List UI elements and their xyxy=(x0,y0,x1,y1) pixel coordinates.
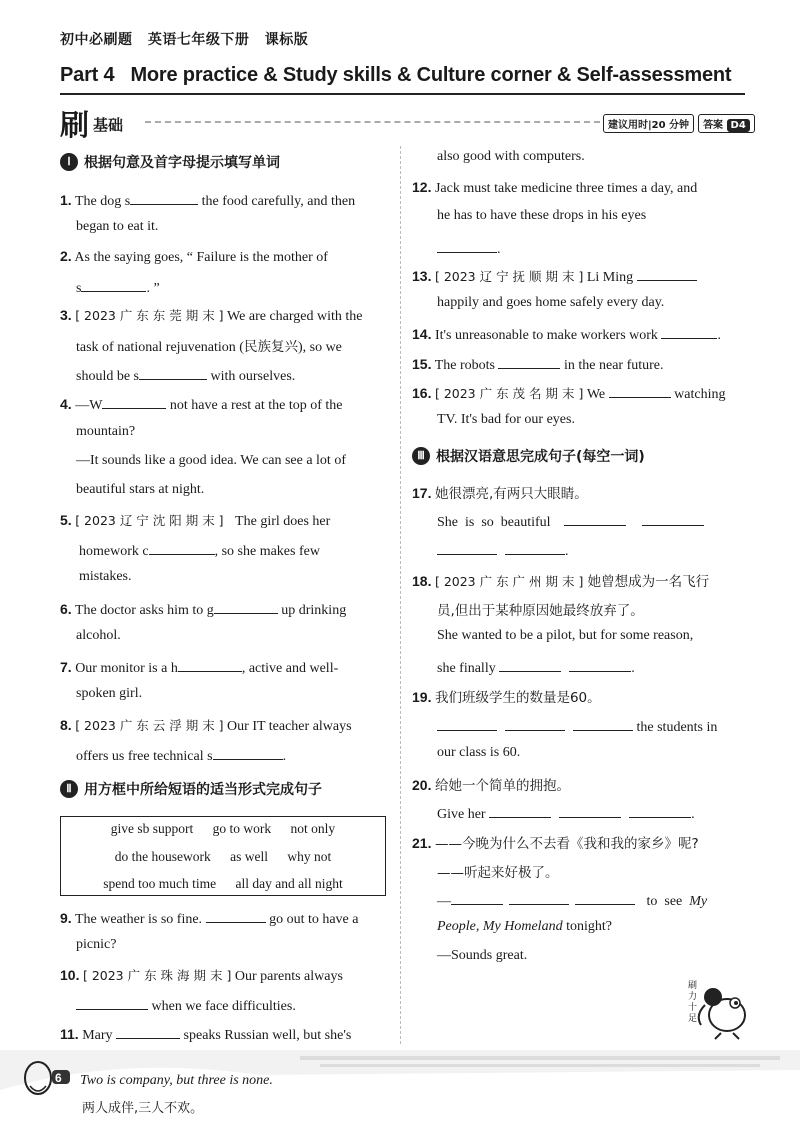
answer-blank[interactable] xyxy=(564,511,626,526)
question-17-cont2 xyxy=(437,540,569,560)
question-text: task of national rejuvenation ( xyxy=(76,340,244,355)
question-21-zh2 xyxy=(437,861,559,882)
question-text: The weather is so fine. xyxy=(74,912,206,927)
question-3-cont xyxy=(76,335,342,356)
question-11 xyxy=(60,1024,351,1044)
question-text: We xyxy=(583,387,609,402)
question-text: , so she makes few xyxy=(214,544,320,559)
question-20 xyxy=(412,774,570,795)
question-text: she finally xyxy=(437,661,500,676)
question-text: up drinking xyxy=(277,603,347,618)
section-title: 根据汉语意思完成句子(每空一词) xyxy=(436,449,645,465)
question-text: Mary xyxy=(82,1028,117,1043)
answer-blank[interactable] xyxy=(573,716,633,731)
question-text: should be s xyxy=(76,369,139,384)
source-tag: [ 2023 辽 宁 抚 顺 期 末 ] xyxy=(434,269,584,284)
page-number: 6 xyxy=(55,1071,62,1085)
section-1-heading xyxy=(60,152,280,172)
answer-blank[interactable] xyxy=(130,190,198,205)
answer-blank[interactable] xyxy=(661,324,717,339)
question-number: 17. xyxy=(412,485,432,501)
question-4-cont: mountain? xyxy=(76,424,136,439)
phrase-item: spend too much time xyxy=(103,876,217,891)
question-text: speaks Russian well, but she's xyxy=(180,1028,352,1043)
answer-blank[interactable] xyxy=(206,908,266,923)
question-text: with ourselves. xyxy=(207,369,296,384)
question-8 xyxy=(60,716,352,735)
question-5 xyxy=(60,511,330,530)
question-number: 12. xyxy=(412,179,432,195)
question-text: — xyxy=(437,894,451,909)
question-11-cont: also good with computers. xyxy=(437,149,585,164)
question-13 xyxy=(412,266,697,286)
header-book: 初中必刷题 xyxy=(60,32,133,48)
question-number: 15. xyxy=(412,356,432,372)
question-number: 16. xyxy=(412,385,432,401)
basic-label: 基础 xyxy=(93,116,124,134)
question-19-cont2: our class is 60. xyxy=(437,745,521,760)
question-7 xyxy=(60,657,338,677)
question-text: when we face difficulties. xyxy=(148,999,296,1014)
answer-blank[interactable] xyxy=(213,745,283,760)
answer-blank[interactable] xyxy=(489,803,551,818)
question-text: 我们班级学生的数量是60。 xyxy=(434,690,601,706)
question-number: 6. xyxy=(60,601,72,617)
question-number: 21. xyxy=(412,835,432,851)
header-edition: 课标版 xyxy=(264,32,309,48)
question-text: go out to have a xyxy=(265,912,359,927)
question-6 xyxy=(60,599,346,619)
question-text: As the saying goes, “ Failure is the mother of xyxy=(74,250,328,265)
question-21 xyxy=(412,832,699,853)
proverb-english: Two is company, but three is none. xyxy=(80,1073,273,1088)
question-3 xyxy=(60,306,363,325)
answer-blank[interactable] xyxy=(509,890,569,905)
question-19 xyxy=(412,686,601,707)
question-6-cont: alcohol. xyxy=(76,628,121,643)
question-text: . ” xyxy=(146,281,160,296)
answer-label: 答案 xyxy=(703,120,724,131)
question-number: 5. xyxy=(60,512,72,528)
answer-blank[interactable] xyxy=(642,511,704,526)
question-text: s xyxy=(76,281,82,296)
question-text: 她很漂亮,有两只大眼睛。 xyxy=(434,486,588,502)
question-number: 2. xyxy=(60,248,72,264)
question-text: ——今晚为什么不去看《我和我的家乡》呢? xyxy=(434,836,699,852)
question-text: She is so beautiful xyxy=(437,515,555,530)
answer-blank[interactable] xyxy=(499,657,561,672)
question-4 xyxy=(60,394,343,414)
question-text: The robots xyxy=(434,358,499,373)
question-18-cont xyxy=(437,599,644,620)
question-text: The dog s xyxy=(74,194,131,209)
question-text: 民族复兴 xyxy=(243,339,298,355)
source-tag: [ 2023 广 东 珠 海 期 末 ] xyxy=(82,968,232,983)
part-title: Part 4 More practice & Study skills & Culture corner & Self-assessment xyxy=(60,64,732,86)
question-text: Our IT teacher always xyxy=(223,719,352,734)
question-number: 3. xyxy=(60,307,72,323)
question-number: 19. xyxy=(412,689,432,705)
question-13-cont: happily and goes home safely every day. xyxy=(437,295,665,310)
question-number: 4. xyxy=(60,396,72,412)
question-text: 给她一个简单的拥抱。 xyxy=(434,778,570,794)
question-18-cont2: She wanted to be a pilot, but for some reason, xyxy=(437,628,694,643)
question-number: 8. xyxy=(60,717,72,733)
question-text: The girl does her xyxy=(235,514,331,529)
question-text: My xyxy=(689,894,708,909)
answer-blank[interactable] xyxy=(637,266,697,281)
question-number: 7. xyxy=(60,659,72,675)
question-text: Our parents always xyxy=(231,969,343,984)
answer-pill xyxy=(698,114,755,133)
question-10 xyxy=(60,966,343,985)
phrase-row xyxy=(61,876,385,892)
phrase-item: give sb support xyxy=(110,821,194,836)
proverb-chinese: 两人成伴,三人不欢。 xyxy=(82,1101,204,1116)
question-1-cont: began to eat it. xyxy=(76,219,159,234)
question-text: offers us free technical s xyxy=(76,749,213,764)
question-text: to see xyxy=(643,894,690,909)
question-15 xyxy=(412,354,664,374)
section-title: 根据句意及首字母提示填写单词 xyxy=(84,155,280,171)
question-10-cont xyxy=(76,995,296,1015)
question-1 xyxy=(60,190,355,210)
answer-blank[interactable] xyxy=(81,277,146,292)
question-number: 10. xyxy=(60,967,80,983)
phrase-item: go to work xyxy=(212,821,272,836)
question-17 xyxy=(412,482,588,503)
question-text: homework c xyxy=(79,544,149,559)
question-text: . xyxy=(497,242,501,257)
banner-rule xyxy=(145,121,600,124)
answer-blank[interactable] xyxy=(102,394,166,409)
phrase-row xyxy=(61,849,385,865)
question-text: . xyxy=(565,544,569,559)
question-text: not have a rest at the top of the xyxy=(166,398,343,413)
question-21-reply: —Sounds great. xyxy=(437,948,528,963)
phrase-item: not only xyxy=(290,821,336,836)
phrase-item: why not xyxy=(287,849,332,864)
time-pill: 建议用时|20 分钟 xyxy=(603,114,694,133)
question-18 xyxy=(412,570,709,591)
question-14 xyxy=(412,324,721,344)
phrase-item: do the housework xyxy=(114,849,211,864)
answer-blank[interactable] xyxy=(214,599,278,614)
phrase-item: as well xyxy=(230,849,268,864)
answer-blank[interactable] xyxy=(437,238,497,253)
question-text: tonight? xyxy=(562,919,612,934)
answer-blank[interactable] xyxy=(437,540,497,555)
answer-blank[interactable] xyxy=(178,657,242,672)
question-text: The doctor asks him to g xyxy=(74,603,214,618)
question-text: the students in xyxy=(633,720,718,735)
answer-blank[interactable] xyxy=(505,540,565,555)
question-5-cont xyxy=(79,540,320,560)
question-number: 18. xyxy=(412,573,432,589)
time-value: 20 分钟 xyxy=(651,120,690,131)
shua-badge: 刷 xyxy=(60,108,90,142)
source-tag: [ 2023 广 东 东 莞 期 末 ] xyxy=(75,308,224,323)
source-tag: [ 2023 辽 宁 沈 阳 期 末 ] xyxy=(75,513,224,528)
question-text: , active and well- xyxy=(241,661,339,676)
question-text: Our monitor is a h xyxy=(75,661,178,676)
header-subject: 英语七年级下册 xyxy=(147,32,250,48)
question-17-cont xyxy=(437,511,704,531)
question-2-cont xyxy=(76,277,160,297)
question-20-cont xyxy=(437,803,695,823)
source-tag: [ 2023 广 东 茂 名 期 末 ] xyxy=(434,386,584,401)
question-12-cont: he has to have these drops in his eyes xyxy=(437,208,647,223)
roman-icon: Ⅱ xyxy=(60,780,78,798)
question-3-cont2 xyxy=(76,365,295,385)
section-title: 用方框中所给短语的适当形式完成句子 xyxy=(84,782,322,798)
answer-blank[interactable] xyxy=(437,716,497,731)
phrase-row xyxy=(61,821,385,837)
section-2-heading xyxy=(60,779,322,799)
question-21-cont xyxy=(437,890,707,910)
question-text: People, My Homeland xyxy=(437,919,563,934)
roman-icon: Ⅲ xyxy=(412,447,430,465)
column-divider xyxy=(400,146,401,1044)
answer-blank[interactable] xyxy=(149,540,215,555)
answer-blank[interactable] xyxy=(505,716,565,731)
title-rule xyxy=(60,93,745,95)
running-header xyxy=(60,29,318,49)
question-text: . xyxy=(691,807,695,822)
question-4-reply: —It sounds like a good idea. We can see a lot of xyxy=(76,453,346,468)
question-9 xyxy=(60,908,358,928)
time-box xyxy=(603,114,755,133)
question-text: We are charged with the xyxy=(223,309,363,324)
question-text: in the near future. xyxy=(560,358,664,373)
answer-blank[interactable] xyxy=(76,995,148,1010)
question-5-cont2: mistakes. xyxy=(79,569,132,584)
question-text: It's unreasonable to make workers work xyxy=(434,328,662,343)
question-number: 13. xyxy=(412,268,432,284)
question-16 xyxy=(412,383,725,403)
question-text: watching xyxy=(670,387,726,402)
question-16-cont: TV. It's bad for our eyes. xyxy=(437,412,575,427)
question-2 xyxy=(60,248,328,266)
answer-blank[interactable] xyxy=(139,365,207,380)
question-12-cont2 xyxy=(437,238,501,258)
answer-blank[interactable] xyxy=(498,354,560,369)
question-number: 9. xyxy=(60,910,72,926)
question-text: 员,但出于某种原因她最终放弃了。 xyxy=(437,603,644,619)
question-text: the food carefully, and then xyxy=(198,194,356,209)
question-number: 1. xyxy=(60,192,72,208)
question-19-cont xyxy=(437,716,717,736)
answer-page: D4 xyxy=(727,119,750,132)
question-text: Li Ming xyxy=(583,270,637,285)
answer-blank[interactable] xyxy=(575,890,635,905)
source-tag: [ 2023 广 东 广 州 期 末 ] xyxy=(434,574,584,589)
question-text: Jack must take medicine three times a day, and xyxy=(434,181,698,196)
phrase-item: all day and all night xyxy=(235,876,343,891)
answer-blank[interactable] xyxy=(116,1024,180,1039)
roman-icon: Ⅰ xyxy=(60,153,78,171)
question-text: . xyxy=(282,749,287,764)
question-number: 14. xyxy=(412,326,432,342)
answer-blank[interactable] xyxy=(569,657,631,672)
answer-blank[interactable] xyxy=(451,890,503,905)
phrase-box xyxy=(60,816,386,896)
question-4-reply-cont: beautiful stars at night. xyxy=(76,482,205,497)
question-text: —W xyxy=(75,398,103,413)
source-tag: [ 2023 广 东 云 浮 期 末 ] xyxy=(75,718,224,733)
answer-blank[interactable] xyxy=(559,803,621,818)
question-number: 20. xyxy=(412,777,432,793)
question-text: 她曾想成为一名飞行 xyxy=(583,574,710,590)
mascot-caption: 刷力十足 xyxy=(688,981,698,1024)
question-7-cont: spoken girl. xyxy=(76,686,143,701)
question-text: ——听起来好极了。 xyxy=(437,865,559,881)
question-21-cont2 xyxy=(437,919,612,935)
answer-blank[interactable] xyxy=(609,383,671,398)
question-12 xyxy=(412,179,697,197)
question-8-cont xyxy=(76,745,286,765)
section-3-heading xyxy=(412,446,645,466)
question-text: ), so we xyxy=(297,340,342,355)
answer-blank[interactable] xyxy=(629,803,691,818)
question-9-cont: picnic? xyxy=(76,937,117,952)
question-text: . xyxy=(631,661,635,676)
question-text: . xyxy=(717,328,721,343)
question-text: Give her xyxy=(437,807,490,822)
time-label: 建议用时 xyxy=(608,120,648,131)
question-number: 11. xyxy=(60,1026,79,1042)
question-18-cont3 xyxy=(437,657,635,677)
